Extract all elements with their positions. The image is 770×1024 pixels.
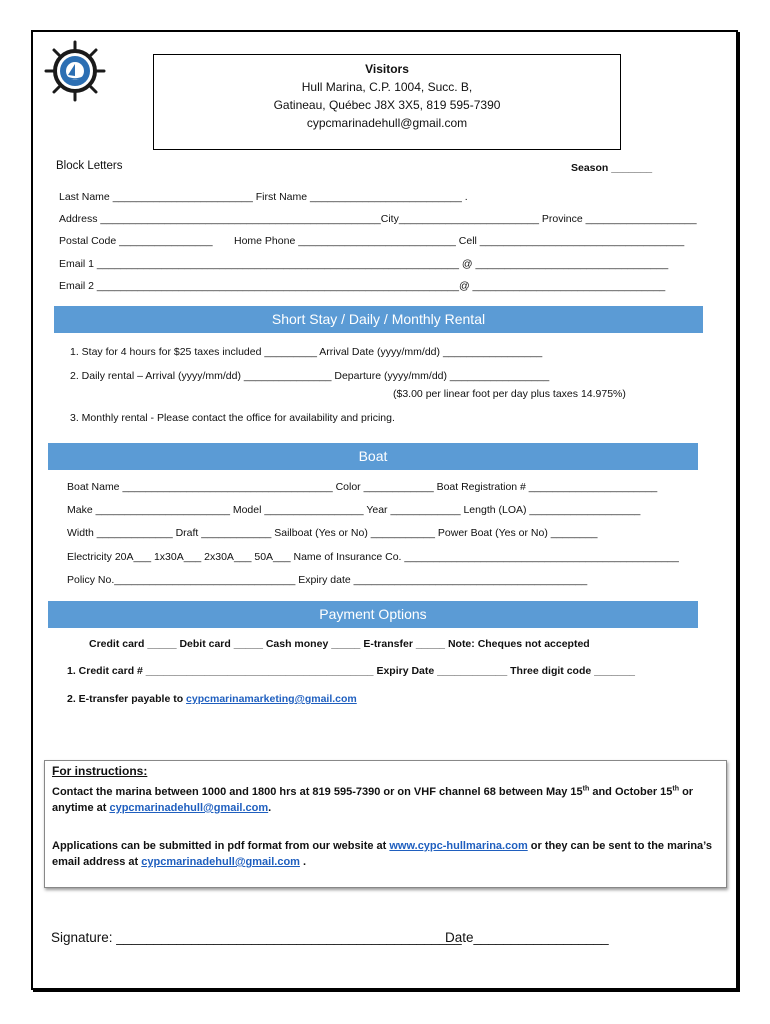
instructions-title: For instructions: [52,764,148,778]
address-fields[interactable]: Address ________________________________________________City________________________ Province ___________________ [59,213,697,225]
instructions-p2-text: or they can be sent to the marina’s [527,840,712,852]
name-fields[interactable]: Last Name ________________________ First Name __________________________ . [59,191,468,203]
instructions-p1-text: anytime at [52,802,110,814]
website-link[interactable]: www.cypc-hullmarina.com [389,840,528,852]
marina-logo [44,40,106,102]
credit-card-row[interactable]: 1. Credit card # _______________________________________ Expiry Date ____________ Three digit code _______ [67,665,636,677]
header-box [153,54,621,150]
instructions-p2-text: email address at [52,856,142,868]
boat-make-row[interactable]: Make _______________________ Model _________________ Year ____________ Length (LOA) ___________________ [67,504,641,516]
boat-width-row[interactable]: Width _____________ Draft ____________ Sailboat (Yes or No) ___________ Power Boat (Yes or No) ________ [67,527,598,539]
boat-heading: Boat [48,443,698,470]
signature-field[interactable]: Signature: ______________________________________________ [51,930,462,945]
header-address-1: Hull Marina, C.P. 1004, Succ. B, [301,80,473,94]
instructions-p2-text: Applications can be submitted in pdf format from our website at [52,840,390,852]
payment-heading: Payment Options [48,601,698,628]
header-email: cypcmarinadehull@gmail.com [306,116,468,130]
instructions-paragraph-2 [52,838,722,870]
instructions-p1-text: . [268,802,272,814]
etransfer-label: 2. E-transfer payable to [67,693,187,705]
daily-rental-note: ($3.00 per linear foot per day plus taxes 14.975%) [393,388,626,400]
short-stay-item-1[interactable]: 1. Stay for 4 hours for $25 taxes included _________ Arrival Date (yyyy/mm/dd) _________________ [70,346,543,358]
instructions-email-link[interactable]: cypcmarinadehull@gmail.com [109,802,269,814]
instructions-p1-text: Contact the marina between 1000 and 1800 hrs at 819 595-7390 or on VHF channel 68 between May 15 [52,786,583,798]
header-address-2: Gatineau, Québec J8X 3X5, 819 595-7390 [273,98,501,112]
season-field[interactable]: Season _______ [571,162,653,174]
superscript: th [582,785,590,793]
instructions-paragraph-1 [52,784,722,816]
boat-policy-row[interactable]: Policy No._______________________________ Expiry date ________________________________________ [67,574,588,586]
instructions-p1-text: or [679,786,694,798]
monthly-rental-item: 3. Monthly rental - Please contact the office for availability and pricing. [70,412,395,424]
boat-electricity-row[interactable]: Electricity 20A___ 1x30A___ 2x30A___ 50A___ Name of Insurance Co. _______________________________________________ [67,551,679,563]
superscript: th [672,785,680,793]
etransfer-email-link[interactable]: cypcmarinamarketing@gmail.com [186,693,357,705]
email2-field[interactable]: Email 2 ______________________________________________________________@ _________________________________ [59,280,666,292]
instructions-email-link-2[interactable]: cypcmarinadehull@gmail.com [141,856,300,868]
email1-field[interactable]: Email 1 ______________________________________________________________ @ _________________________________ [59,258,669,270]
daily-rental-item[interactable]: 2. Daily rental – Arrival (yyyy/mm/dd) _______________ Departure (yyyy/mm/dd) _________________ [70,370,550,382]
block-letters-label: Block Letters [56,160,123,172]
instructions-p2-text: . [299,856,307,868]
phone-fields[interactable]: Home Phone ___________________________ Cell ___________________________________ [234,235,685,247]
postal-code-field[interactable]: Postal Code ________________ [59,235,213,247]
instructions-p1-text: and October 15 [589,786,673,798]
date-field[interactable]: Date__________________ [445,930,609,945]
header-title: Visitors [365,62,409,76]
short-stay-heading: Short Stay / Daily / Monthly Rental [54,306,703,333]
payment-options-row[interactable]: Credit card _____ Debit card _____ Cash money _____ E-transfer _____ Note: Cheques not accepted [89,638,590,650]
boat-name-row[interactable]: Boat Name ____________________________________ Color ____________ Boat Registration # ______________________ [67,481,658,493]
etransfer-row [67,693,357,705]
